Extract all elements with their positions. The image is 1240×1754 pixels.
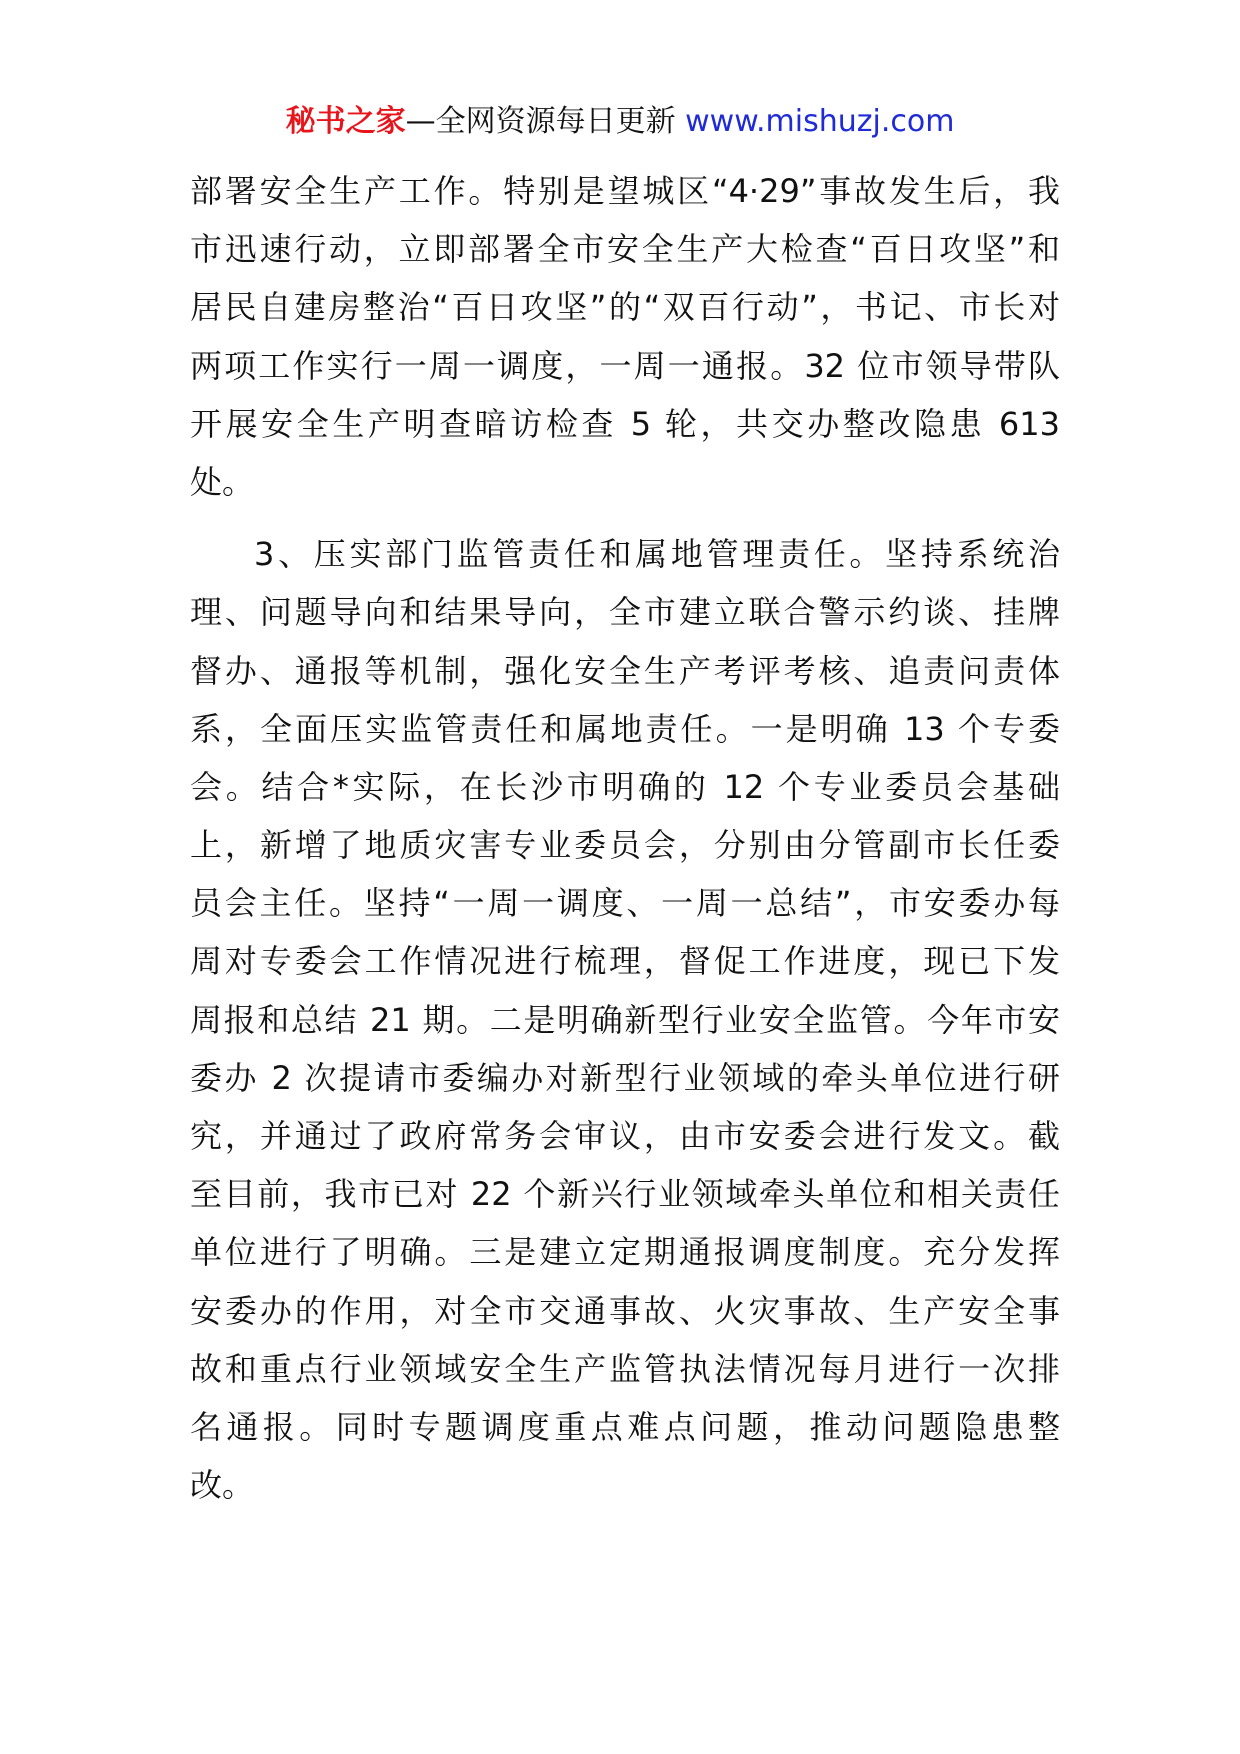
text-line: 员会主任。坚持“一周一调度、一周一总结”，市安委办每	[190, 884, 1060, 923]
text-line: 名通报。同时专题调度重点难点问题，推动问题隐患整	[190, 1407, 1060, 1446]
text-line: 周报和总结 21 期。二是明确新型行业安全监管。今年市安	[190, 1000, 1060, 1039]
text-line: 改。	[190, 1466, 255, 1505]
header-tagline: —全网资源每日更新	[405, 104, 676, 139]
brand-name: 秘书之家	[285, 104, 406, 139]
text-line: 部署安全生产工作。特别是望城区“4·29”事故发生后，我	[190, 172, 1060, 210]
paragraph	[190, 162, 1060, 511]
text-line: 至目前，我市已对 22 个新兴行业领域牵头单位和相关责任	[190, 1175, 1060, 1214]
text-line: 周对专委会工作情况进行梳理，督促工作进度，现已下发	[190, 942, 1060, 981]
text-line: 居民自建房整治“百日攻坚”的“双百行动”，书记、市长对	[190, 288, 1060, 327]
site-header	[0, 102, 1240, 142]
text-line: 两项工作实行一周一调度，一周一通报。32 位市领导带队	[190, 346, 1060, 385]
text-line: 开展安全生产明查暗访检查 5 轮，共交办整改隐患 613	[190, 404, 1060, 443]
text-line: 安委办的作用，对全市交通事故、火灾事故、生产安全事	[190, 1291, 1060, 1330]
text-line: 究，并通过了政府常务会审议，由市安委会进行发文。截	[190, 1117, 1060, 1155]
text-line: 故和重点行业领域安全生产监管执法情况每月进行一次排	[190, 1349, 1060, 1388]
text-line: 会。结合*实际，在长沙市明确的 12 个专业委员会基础	[190, 767, 1060, 806]
text-line: 督办、通报等机制，强化安全生产考评考核、追责问责体	[190, 651, 1060, 690]
text-line: 系，全面压实监管责任和属地责任。一是明确 13 个专委	[190, 709, 1060, 748]
document-body	[190, 162, 1060, 1514]
text-line: 上，新增了地质灾害专业委员会，分别由分管副市长任委	[190, 826, 1060, 865]
paragraph	[190, 525, 1060, 1514]
text-line: 委办 2 次提请市委编办对新型行业领域的牵头单位进行研	[190, 1058, 1060, 1097]
paragraph-heading-line: 3、压实部门监管责任和属地管理责任。坚持系统治	[254, 535, 1060, 574]
text-line: 理、问题导向和结果导向，全市建立联合警示约谈、挂牌	[190, 593, 1060, 632]
text-line: 处。	[190, 462, 255, 501]
text-line: 单位进行了明确。三是建立定期通报调度制度。充分发挥	[190, 1233, 1060, 1272]
text-line: 市迅速行动，立即部署全市安全生产大检查“百日攻坚”和	[190, 230, 1060, 269]
site-url-link[interactable]: www.mishuzj.com	[685, 104, 955, 139]
